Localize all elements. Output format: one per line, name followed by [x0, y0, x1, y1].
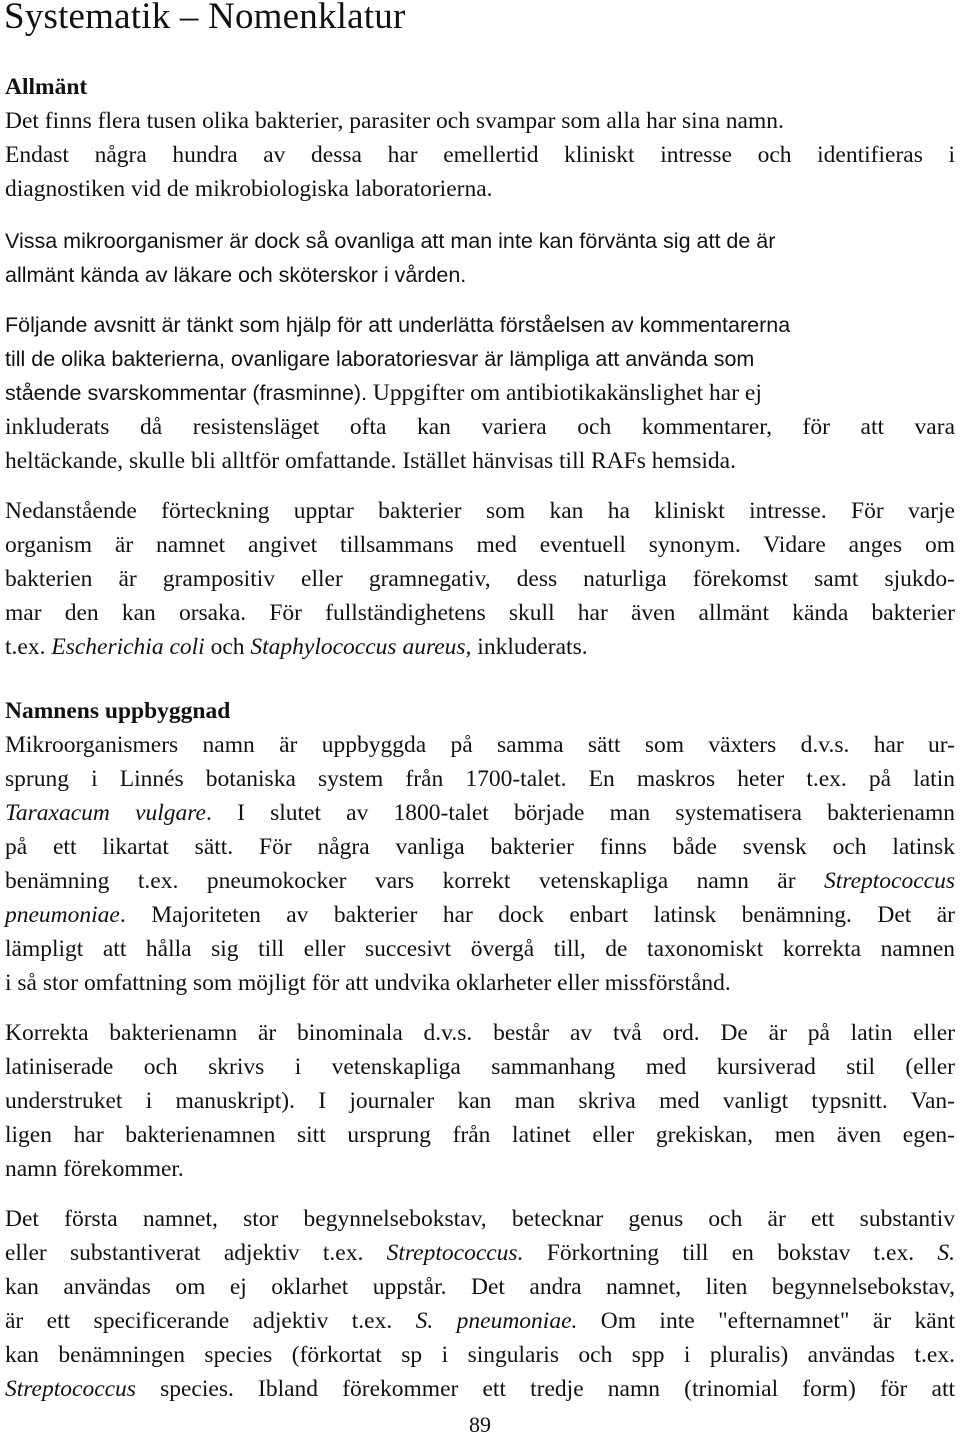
- text-line: [5, 898, 955, 932]
- text-line: mar den kan orsaka. För fullständighetens skull har även allmänt kända bakterier: [5, 600, 955, 626]
- text-fragment: Om inte "efternamnet" är känt: [577, 1308, 955, 1334]
- paragraph: [5, 224, 955, 292]
- text-line: understruket i manuskript). I journaler kan man skriva med vanligt typsnitt. Van-: [5, 1088, 955, 1114]
- section-namnens: [5, 694, 955, 728]
- text-line: kan benämningen species (förkortat sp i singularis och spp i pluralis) användas t.ex.: [5, 1342, 955, 1368]
- text-fragment: inkluderats.: [471, 634, 588, 660]
- page-number: 89: [469, 1412, 491, 1437]
- text-line: [5, 796, 955, 830]
- italic-species-name: Streptococcus.: [386, 1240, 524, 1266]
- text-line: ligen har bakterienamnen sitt ursprung från latinet eller grekiskan, men även egen-: [5, 1122, 955, 1148]
- paragraph: [5, 728, 955, 1000]
- text-fragment: . Majoriteten av bakterier har dock enbart latinsk benämning. Det är: [119, 902, 955, 928]
- section-heading: Namnens uppbyggnad: [5, 698, 231, 724]
- paragraph: [5, 1202, 955, 1406]
- text-fragment: stående svarskommentar (frasminne).: [5, 381, 368, 405]
- italic-species-name: Escherichia coli: [51, 634, 205, 660]
- text-line: Nedanstående förteckning upptar bakterier som kan ha kliniskt intresse. För varje: [5, 498, 955, 524]
- text-line: Korrekta bakterienamn är binominala d.v.s. består av två ord. De är på latin eller: [5, 1020, 955, 1046]
- text-line: Endast några hundra av dessa har emellertid kliniskt intresse och identifieras i: [5, 142, 955, 168]
- text-fragment: t.ex.: [5, 634, 52, 660]
- text-fragment: Förkortning till en bokstav t.ex.: [523, 1240, 938, 1266]
- text-line: sprung i Linnés botaniska system från 1700-talet. En maskros heter t.ex. på latin: [5, 766, 955, 792]
- text-line: allmänt kända av läkare och sköterskor i vården.: [5, 263, 467, 287]
- text-line: [5, 864, 955, 898]
- paragraph: [5, 494, 955, 664]
- text-fragment: Uppgifter om antibiotikakänslighet har ej: [367, 380, 762, 406]
- text-line: lämpligt att hålla sig till eller succesivt övergå till, de taxonomiskt korrekta namnen: [5, 936, 955, 962]
- italic-species-name: S. pneumoniae.: [415, 1308, 578, 1334]
- text-line: heltäckande, skulle bli alltför omfattande. Istället hänvisas till RAFs hemsida.: [5, 448, 736, 474]
- italic-species-name: Taraxacum vulgare: [5, 800, 206, 826]
- text-fragment: är ett specificerande adjektiv t.ex.: [5, 1308, 416, 1334]
- text-fragment: eller substantiverat adjektiv t.ex.: [5, 1240, 387, 1266]
- text-line: diagnostiken vid de mikrobiologiska laboratorierna.: [5, 176, 493, 202]
- paragraph: [5, 308, 955, 478]
- text-line: Mikroorganismers namn är uppbyggda på samma sätt som växters d.v.s. har ur-: [5, 732, 955, 758]
- text-line: Det första namnet, stor begynnelsebokstav, betecknar genus och är ett substantiv: [5, 1206, 955, 1232]
- section-heading: Allmänt: [5, 74, 88, 100]
- text-line: [5, 1372, 955, 1406]
- text-line: [5, 630, 955, 664]
- text-line: i så stor omfattning som möjligt för att undvika oklarheter eller missförstånd.: [5, 970, 731, 996]
- text-line: organism är namnet angivet tillsammans med eventuell synonym. Vidare anges om: [5, 532, 955, 558]
- text-line: [5, 376, 955, 410]
- text-fragment: . I slutet av 1800-talet började man systematisera bakterienamn: [206, 800, 955, 826]
- text-line: till de olika bakterierna, ovanligare laboratoriesvar är lämpliga att använda som: [5, 347, 755, 371]
- text-line: latiniserade och skrivs i vetenskapliga sammanhang med kursiverad stil (eller: [5, 1054, 955, 1080]
- text-fragment: species. Ibland förekommer ett tredje namn (trinomial form) för att: [135, 1376, 955, 1402]
- italic-species-name: pneumoniae: [5, 902, 120, 928]
- text-line: namn förekommer.: [5, 1156, 184, 1182]
- text-line: kan användas om ej oklarhet uppstår. Det andra namnet, liten begynnelsebokstav,: [5, 1274, 955, 1300]
- italic-species-name: S.: [937, 1240, 955, 1266]
- italic-species-name: Staphylococcus aureus,: [250, 634, 472, 660]
- section-allmant: [5, 70, 955, 104]
- page-title: Systematik – Nomenklatur: [4, 0, 406, 37]
- text-line: på ett likartat sätt. För några vanliga bakterier finns både svensk och latinsk: [5, 834, 955, 860]
- text-fragment: benämning t.ex. pneumokocker vars korrekt vetenskapliga namn är: [5, 868, 825, 894]
- text-line: [5, 1236, 955, 1270]
- text-line: Vissa mikroorganismer är dock så ovanliga att man inte kan förvänta sig att de är: [5, 229, 776, 253]
- paragraph: [5, 1016, 955, 1186]
- italic-species-name: Streptococcus: [824, 868, 955, 894]
- text-line: inkluderats då resistensläget ofta kan variera och kommentarer, för att vara: [5, 414, 955, 440]
- text-line: [5, 1304, 955, 1338]
- text-line: bakterien är grampositiv eller gramnegativ, dess naturliga förekomst samt sjukdo-: [5, 566, 955, 592]
- italic-species-name: Streptococcus: [5, 1376, 136, 1402]
- text-line: Det finns flera tusen olika bakterier, parasiter och svampar som alla har sina namn.: [5, 108, 784, 134]
- paragraph: [5, 104, 955, 206]
- text-line: Följande avsnitt är tänkt som hjälp för att underlätta förståelsen av kommentarerna: [5, 313, 791, 337]
- text-fragment: och: [204, 634, 251, 660]
